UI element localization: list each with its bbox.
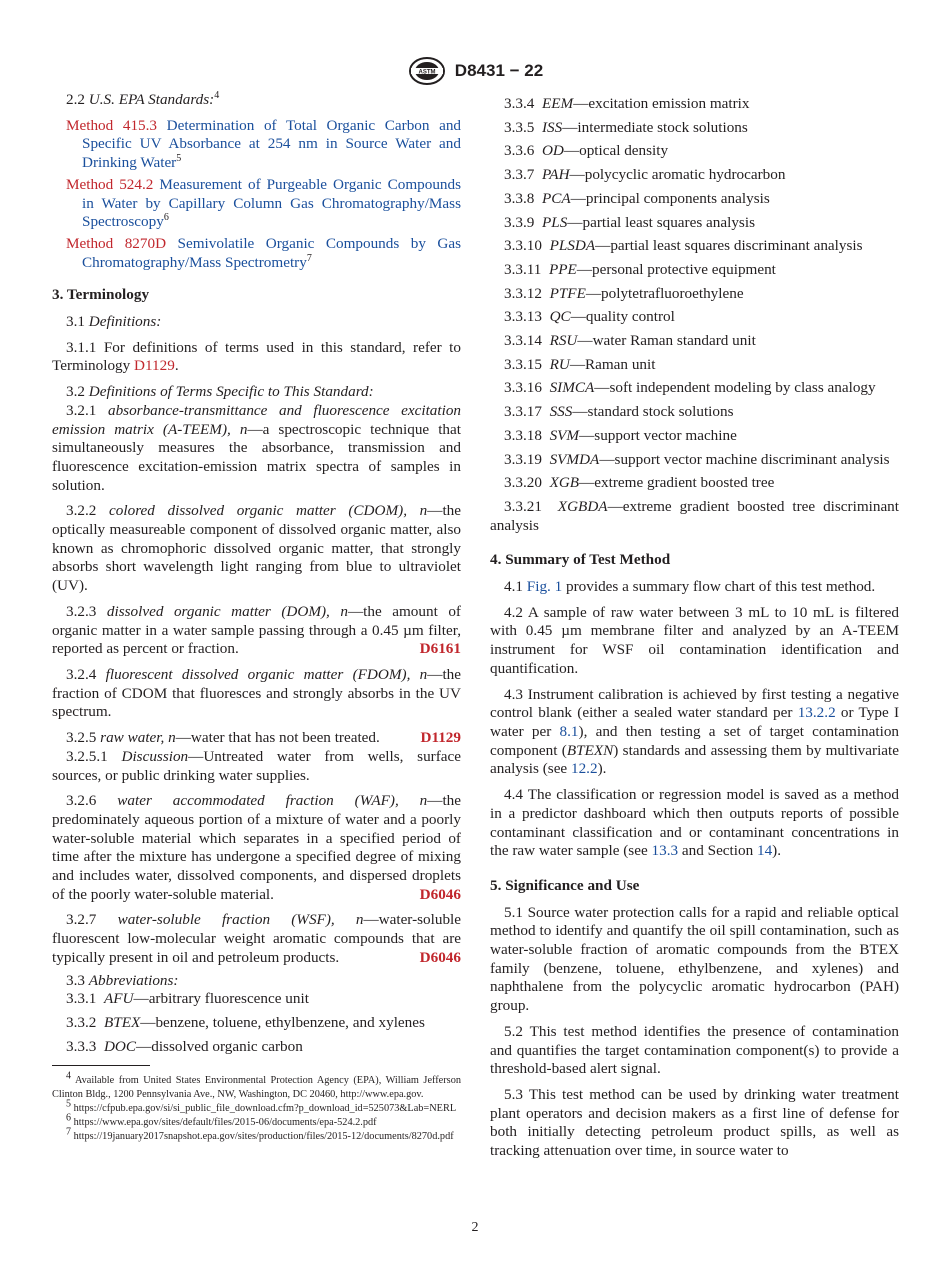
abbreviation-item: 3.3.18 SVM—support vector machine — [504, 426, 737, 444]
method-8270-entry: Method 8270D Semivolatile Organic Compounds by Gas Chromatography/Mass Spectrometry$^7$ — [66, 234, 462, 271]
definition-dom: 3.2.3 dissolved organic matter (DOM), n—the amount of organic matter in a water sample passing through a 0.45 µm filter, reported as percent or fraction. D6161 — [52, 602, 461, 658]
d1129-link[interactable]: D1129 — [134, 357, 175, 375]
abbreviation-item: 3.3.2 BTEX—benzene, toluene, ethylbenzene, and xylenes — [66, 1013, 425, 1031]
footnotes — [52, 1070, 461, 1144]
ref-13-2-2-link[interactable]: 13.2.2 — [797, 704, 836, 722]
abbreviation-item: 3.3.7 PAH—polycyclic aromatic hydrocarbon — [504, 166, 786, 184]
abbreviation-item: 3.3.3 DOC—dissolved organic carbon — [66, 1037, 303, 1055]
abbreviation-item: 3.3.16 SIMCA—soft independent modeling by class analogy — [504, 379, 876, 397]
paragraph-5-3: 5.3 This test method can be used by drinking water treatment plant operators and decision makers as a first line of defense for both initially detecting petroleum product spills, as well as tracking attenuation over time, in source water to — [490, 1085, 899, 1160]
d6046-link[interactable]: D6046 — [419, 885, 461, 903]
definition-cdom: 3.2.2 colored dissolved organic matter (CDOM), n—the optically measureable component of dissolved organic matter, also known as chromophoric dissolved organic matter, that strongly absorbs short wavelength light ranging from blue to ultraviolet (UV). — [52, 502, 461, 595]
section-5-heading: 5. Significance and Use — [490, 876, 640, 894]
abbreviation-item: 3.3.9 PLS—partial least squares analysis — [504, 213, 755, 231]
ref-13-3-link[interactable]: 13.3 — [651, 842, 679, 860]
left-column — [52, 91, 461, 1061]
footnote: $^6$ https://www.epa.gov/sites/default/files/2015-06/documents/epa-524.2.pdf — [66, 1112, 377, 1128]
d6046-link-2[interactable]: D6046 — [419, 948, 461, 966]
paragraph-4-1: 4.1 Fig. 1 provides a summary flow chart of this test method. — [504, 578, 876, 596]
abbreviation-item: 3.3.10 PLSDA—partial least squares discriminant analysis — [504, 237, 863, 255]
d1129-link-2[interactable]: D1129 — [420, 729, 461, 747]
abbreviation-item: 3.3.12 PTFE—polytetrafluoroethylene — [504, 284, 744, 302]
paragraph-4-3: 4.3 Instrument calibration is achieved by first testing a negative control blank (either a sealed water standard per 13.2.2 or Type I water per 8.1), and then testing a set of target contamination component (BTEXN) standards and assessing them by multivariate analysis (see 12.2). — [490, 685, 900, 778]
section-3-1-1: 3.1.1 For definitions of terms used in this standard, refer to Terminology D1129. — [52, 338, 461, 375]
section-3-3: 3.3 Abbreviations: — [66, 971, 179, 989]
paragraph-5-1: 5.1 Source water protection calls for a rapid and reliable optical method to identify and quantify the oil spill contamination, such as water-soluble fraction of aromatic compounds from the BTEX family (benzene, toluene, ethylbenzene, and xylenes) and naphthalene from the polycyclic aromatic hydrocarbon (PAH) group. — [490, 903, 899, 1015]
definition-waf: 3.2.6 water accommodated fraction (WAF), n—the predominately aqueous portion of a mixture of water and a poorly water-soluble material which separates in a specified period of time after the mixture has undergone a specified degree of mixing and includes water, dissolved components, and dispersed droplets of the poorly water-soluble material. D6046 — [52, 792, 461, 903]
ref-12-2-link[interactable]: 12.2 — [570, 760, 598, 778]
definition-fdom: 3.2.4 fluorescent dissolved organic matter (FDOM), n—the fraction of CDOM that fluoresces and strongly absorbs in the UV spectrum. — [52, 665, 462, 721]
method-415-entry: Method 415.3 Determination of Total Organic Carbon and Specific UV Absorbance at 254 nm in Source Water and Drinking Water$^5$ — [66, 116, 462, 172]
abbreviation-item: 3.3.5 ISS—intermediate stock solutions — [504, 118, 748, 136]
abbreviation-item: 3.3.1 AFU—arbitrary fluorescence unit — [66, 990, 309, 1008]
page-header — [0, 56, 950, 86]
footnote: $^7$ https://19january2017snapshot.epa.gov/sites/production/files/2015-12/documents/8270d.pdf — [66, 1126, 454, 1142]
abbreviation-item: 3.3.20 XGB—extreme gradient boosted tree — [504, 474, 775, 492]
page-number: 2 — [471, 1220, 479, 1235]
paragraph-5-2: 5.2 This test method identifies the presence of contamination and quantifies the target contamination component(s) to provide a threshold-based alert signal. — [490, 1022, 899, 1078]
ref-section-14-link[interactable]: 14 — [756, 842, 773, 860]
section-3-heading: 3. Terminology — [52, 286, 150, 304]
abbreviation-item: 3.3.11 PPE—personal protective equipment — [504, 260, 776, 278]
footnote: $^4$ Available from United States Environmental Protection Agency (EPA), William Jefferson Clinton Bldg., 1200 Pennsylvania Ave., NW, Washington, DC 20460, http://www.epa.gov. — [52, 1070, 461, 1100]
paragraph-4-4: 4.4 The classification or regression model is saved as a method in a predictor dashboard which then outputs reports of possible contaminant classification and or contaminant concentrations in the raw water sample (see 13.3 and Section 14). — [490, 786, 899, 860]
section-3-1: 3.1 Definitions: — [66, 313, 162, 331]
method-8270-link[interactable]: Method 8270D — [66, 234, 167, 252]
definition-wsf: 3.2.7 water-soluble fraction (WSF), n—water-soluble fluorescent low-molecular weight aromatic compounds that are typically present in oil and petroleum products. D6046 — [52, 911, 461, 966]
d6161-link[interactable]: D6161 — [419, 640, 461, 658]
abbreviation-list-left — [52, 990, 461, 1056]
method-524-entry: Method 524.2 Measurement of Purgeable Organic Compounds in Water by Capillary Column Gas Chromatography/Mass Spectroscopy$^6$ — [66, 175, 462, 231]
footnote-divider — [52, 1065, 150, 1066]
abbreviation-item: 3.3.17 SSS—standard stock solutions — [504, 403, 734, 421]
astm-logo-icon — [407, 56, 447, 86]
method-415-link[interactable]: Method 415.3 — [66, 116, 158, 134]
abbreviation-list-right — [490, 95, 899, 535]
document-code: D8431 − 22 — [454, 61, 544, 80]
abbreviation-item: 3.3.19 SVMDA—support vector machine discriminant analysis — [504, 450, 890, 468]
ref-8-1-link[interactable]: 8.1 — [559, 722, 579, 740]
method-524-link[interactable]: Method 524.2 — [66, 175, 154, 193]
svg-text:ASTM: ASTM — [418, 69, 436, 76]
definition-ateem: 3.2.1 absorbance-transmittance and fluorescence excitation emission matrix (A-TEEM), n—a spectroscopic technique that simultaneously measures the absorbance, transmission and fluorescence excitation-emission matrix spectra of samples in solution. — [52, 401, 462, 494]
footnote: $^5$ https://cfpub.epa.gov/si/si_public_file_download.cfm?p_download_id=525073&Lab=NERL — [66, 1098, 457, 1114]
abbreviation-item: 3.3.13 QC—quality control — [504, 308, 675, 326]
abbreviation-item: 3.3.4 EEM—excitation emission matrix — [504, 95, 750, 112]
section-2-2: 2.2 U.S. EPA Standards:$^4$ — [66, 89, 220, 108]
abbreviation-item: 3.3.15 RU—Raman unit — [504, 355, 656, 373]
abbreviation-item: 3.3.8 PCA—principal components analysis — [504, 189, 770, 207]
abbreviation-item: 3.3.14 RSU—water Raman standard unit — [504, 332, 756, 350]
abbreviation-item: 3.3.6 OD—optical density — [504, 142, 669, 160]
raw-water-discussion: 3.2.5.1 Discussion—Untreated water from wells, surface sources, or public drinking water supplies. — [52, 747, 462, 784]
section-4-heading: 4. Summary of Test Method — [490, 551, 671, 569]
fig-1-link[interactable]: Fig. 1 — [526, 578, 563, 596]
abbreviation-item: 3.3.21 XGBDA—extreme gradient boosted tree discriminant analysis — [490, 497, 899, 534]
paragraph-4-2: 4.2 A sample of raw water between 3 mL to 10 mL is filtered with 0.45 µm membrane filter and analyzed by an A-TEEM instrument for WSF oil contamination identification and quantification. — [490, 603, 899, 677]
right-column — [490, 95, 899, 1168]
section-3-2: 3.2 Definitions of Terms Specific to This Standard: — [66, 383, 374, 401]
definition-raw-water: 3.2.5 raw water, n—water that has not been treated. D1129 — [66, 729, 461, 747]
